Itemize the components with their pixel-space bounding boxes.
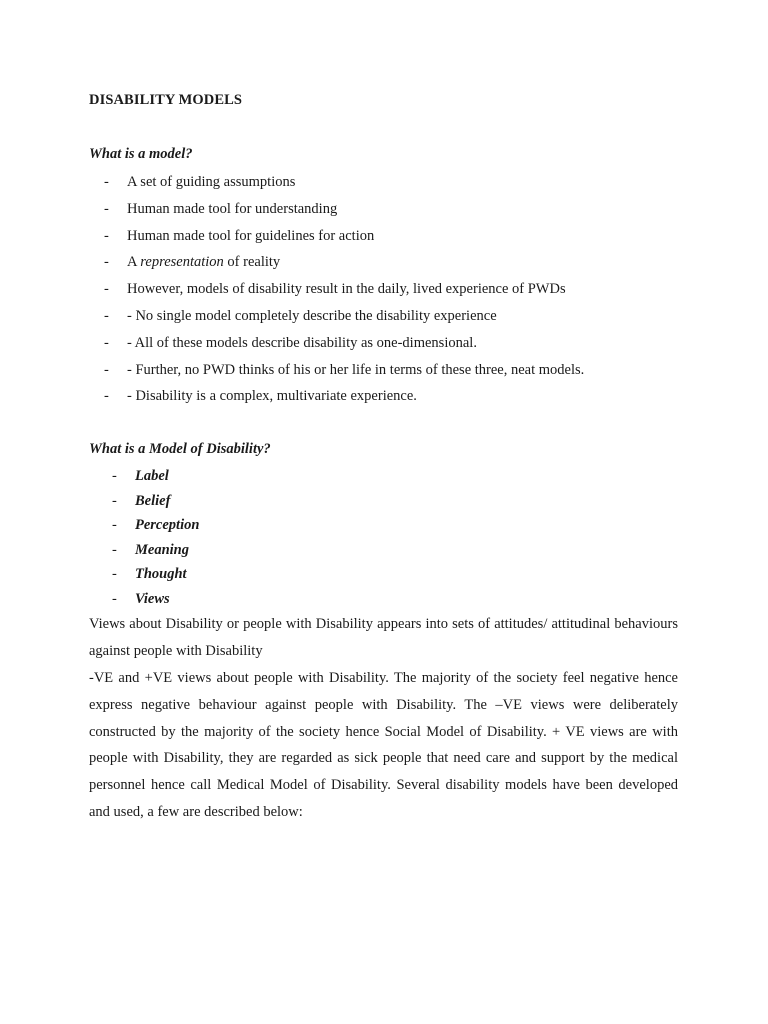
bullet-dash: - — [104, 307, 109, 324]
bullet-dash: - — [112, 517, 117, 533]
bullet-dash: - — [104, 200, 109, 217]
bullet-dash: - — [104, 227, 109, 244]
list-item-text: Thought — [135, 566, 187, 582]
list-item-text: Label — [135, 468, 169, 484]
bullet-dash: - — [104, 174, 109, 190]
bullet-dash: - — [104, 254, 109, 271]
models-paragraph: -VE and +VE views about people with Disability. The majority of the society feel negative hence express negative behaviour against people with Disability. The –VE views were deliberately constructed by the majority of the society hence Social Model of Disability. + VE views are with people with Disability, they are regarded as sick people that need care and support by the medical personnel hence call Medical Model of Disability. Several disability models have been developed and used, a few are described below: — [89, 670, 678, 820]
bullet-dash: - — [104, 334, 109, 351]
bullet-dash: - — [112, 541, 117, 558]
bullet-dash: - — [112, 566, 117, 582]
bullet-dash: - — [104, 361, 109, 378]
document-title: DISABILITY MODELS — [89, 92, 243, 108]
list-item-text: - Disability is a complex, multivariate experience. — [127, 388, 417, 405]
list-item-text: - No single model completely describe the disability experience — [127, 307, 497, 324]
text-suffix: of reality — [223, 254, 281, 271]
bullet-dash: - — [104, 281, 109, 298]
bullet-dash: - — [112, 590, 117, 607]
bullet-dash: - — [112, 468, 117, 484]
section-heading-model-of-disability: What is a Model of Disability? — [89, 441, 271, 457]
text-prefix: A — [127, 254, 141, 271]
list-item-text — [127, 252, 280, 272]
views-paragraph: Views about Disability or people with Disability appears into sets of attitudes/ attitudinal behaviours against people with Disability — [89, 616, 678, 659]
list-item-text: Perception — [135, 517, 200, 533]
list-item-text: Human made tool for guidelines for action — [127, 227, 375, 244]
list-item-text: - All of these models describe disability as one-dimensional. — [127, 334, 477, 351]
bullet-dash: - — [104, 388, 109, 405]
list-item-text: Human made tool for understanding — [127, 200, 338, 217]
bullet-dash: - — [112, 492, 117, 509]
list-item-text: However, models of disability result in the daily, lived experience of PWDs — [127, 281, 566, 298]
emphasized-word: representation — [140, 254, 224, 271]
list-item-text: A set of guiding assumptions — [127, 174, 296, 190]
list-item-text: Views — [135, 590, 170, 607]
list-item-text: Belief — [135, 492, 171, 509]
section-heading-what-is-a-model: What is a model? — [89, 146, 193, 162]
list-item-text: - Further, no PWD thinks of his or her life in terms of these three, neat models. — [127, 361, 585, 378]
list-item-text: Meaning — [135, 541, 189, 558]
